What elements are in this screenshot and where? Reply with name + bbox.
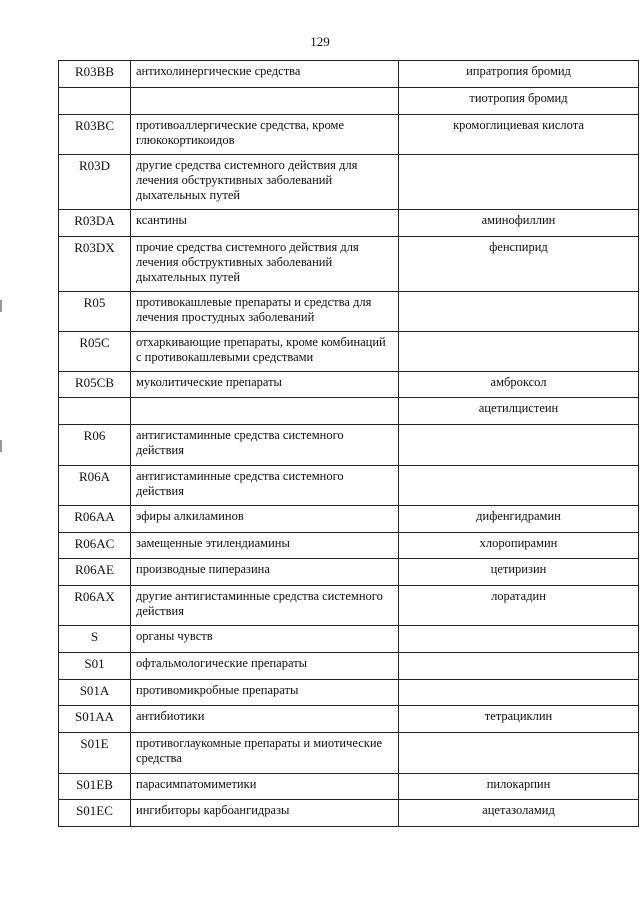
code-cell: S01: [59, 653, 131, 680]
table-row: [59, 774, 639, 800]
description-cell: ксантины: [131, 210, 399, 237]
table-row: [59, 533, 639, 559]
description-cell: эфиры алкиламинов: [131, 506, 399, 533]
table-row: [59, 425, 639, 466]
drug-cell: [399, 332, 639, 372]
description-cell: антихолинергические средства: [131, 61, 399, 88]
drug-cell: [399, 425, 639, 466]
code-cell: R06AX: [59, 586, 131, 626]
drug-cell: цетиризин: [399, 559, 639, 586]
code-cell: S01E: [59, 733, 131, 774]
code-cell: S01AA: [59, 706, 131, 733]
drug-cell: [399, 626, 639, 653]
description-cell: антигистаминные средства системного действия: [131, 425, 399, 466]
code-cell: S01EB: [59, 774, 131, 800]
drug-cell: пилокарпин: [399, 774, 639, 800]
description-cell: производные пиперазина: [131, 559, 399, 586]
table-row: [59, 680, 639, 706]
description-cell: противоглаукомные препараты и миотические средства: [131, 733, 399, 774]
drug-cell: [399, 653, 639, 680]
drug-cell: [399, 680, 639, 706]
table-row: [59, 61, 639, 88]
page-number: 129: [310, 34, 330, 49]
code-cell: R06AA: [59, 506, 131, 533]
drug-cell: ипратропия бромид: [399, 61, 639, 88]
code-cell: R06AE: [59, 559, 131, 586]
drug-cell: тетрациклин: [399, 706, 639, 733]
description-cell: ингибиторы карбоангидразы: [131, 800, 399, 827]
table-row: [59, 237, 639, 292]
description-cell: другие средства системного действия для лечения обструктивных заболеваний дыхательных путей: [131, 155, 399, 210]
code-cell: [59, 88, 131, 115]
drug-cell: тиотропия бромид: [399, 88, 639, 115]
drug-cell: [399, 466, 639, 506]
drug-cell: [399, 292, 639, 332]
code-cell: R03BB: [59, 61, 131, 88]
code-cell: R03BC: [59, 115, 131, 155]
drug-cell: лоратадин: [399, 586, 639, 626]
table-row: [59, 372, 639, 398]
description-cell: органы чувств: [131, 626, 399, 653]
table-row: [59, 292, 639, 332]
code-cell: S01EC: [59, 800, 131, 827]
description-cell: антибиотики: [131, 706, 399, 733]
description-cell: парасимпатомиметики: [131, 774, 399, 800]
table-row: [59, 466, 639, 506]
drug-cell: хлоропирамин: [399, 533, 639, 559]
table-row: [59, 586, 639, 626]
table-row: [59, 626, 639, 653]
code-cell: S01A: [59, 680, 131, 706]
drug-cell: амброксол: [399, 372, 639, 398]
code-cell: R06A: [59, 466, 131, 506]
drug-cell: аминофиллин: [399, 210, 639, 237]
drug-cell: ацетазоламид: [399, 800, 639, 827]
atc-drug-table: [58, 60, 639, 827]
description-cell: прочие средства системного действия для лечения обструктивных заболеваний дыхательных путей: [131, 237, 399, 292]
code-cell: R03DX: [59, 237, 131, 292]
scan-mark: [0, 300, 2, 312]
code-cell: R03D: [59, 155, 131, 210]
description-cell: противомикробные препараты: [131, 680, 399, 706]
description-cell: отхаркивающие препараты, кроме комбинаций с противокашлевыми средствами: [131, 332, 399, 372]
code-cell: R03DA: [59, 210, 131, 237]
table-row: [59, 559, 639, 586]
table-row: [59, 88, 639, 115]
description-cell: противокашлевые препараты и средства для лечения простудных заболеваний: [131, 292, 399, 332]
description-cell: противоаллергические средства, кроме глюкокортикоидов: [131, 115, 399, 155]
description-cell: замещенные этилендиамины: [131, 533, 399, 559]
table-row: [59, 210, 639, 237]
table-row: [59, 653, 639, 680]
table-row: [59, 800, 639, 827]
table-row: [59, 733, 639, 774]
table-row: [59, 506, 639, 533]
table-row: [59, 398, 639, 425]
description-cell: [131, 88, 399, 115]
code-cell: S: [59, 626, 131, 653]
table-row: [59, 706, 639, 733]
code-cell: R05: [59, 292, 131, 332]
code-cell: R05C: [59, 332, 131, 372]
description-cell: антигистаминные средства системного действия: [131, 466, 399, 506]
table-row: [59, 115, 639, 155]
code-cell: [59, 398, 131, 425]
drug-cell: кромоглициевая кислота: [399, 115, 639, 155]
drug-cell: [399, 733, 639, 774]
scan-mark: [0, 440, 2, 452]
drug-cell: [399, 155, 639, 210]
code-cell: R06: [59, 425, 131, 466]
drug-cell: дифенгидрамин: [399, 506, 639, 533]
code-cell: R05CB: [59, 372, 131, 398]
drug-cell: фенспирид: [399, 237, 639, 292]
description-cell: офтальмологические препараты: [131, 653, 399, 680]
code-cell: R06AC: [59, 533, 131, 559]
table-row: [59, 332, 639, 372]
drug-cell: ацетилцистеин: [399, 398, 639, 425]
table-row: [59, 155, 639, 210]
description-cell: другие антигистаминные средства системного действия: [131, 586, 399, 626]
description-cell: [131, 398, 399, 425]
description-cell: муколитические препараты: [131, 372, 399, 398]
